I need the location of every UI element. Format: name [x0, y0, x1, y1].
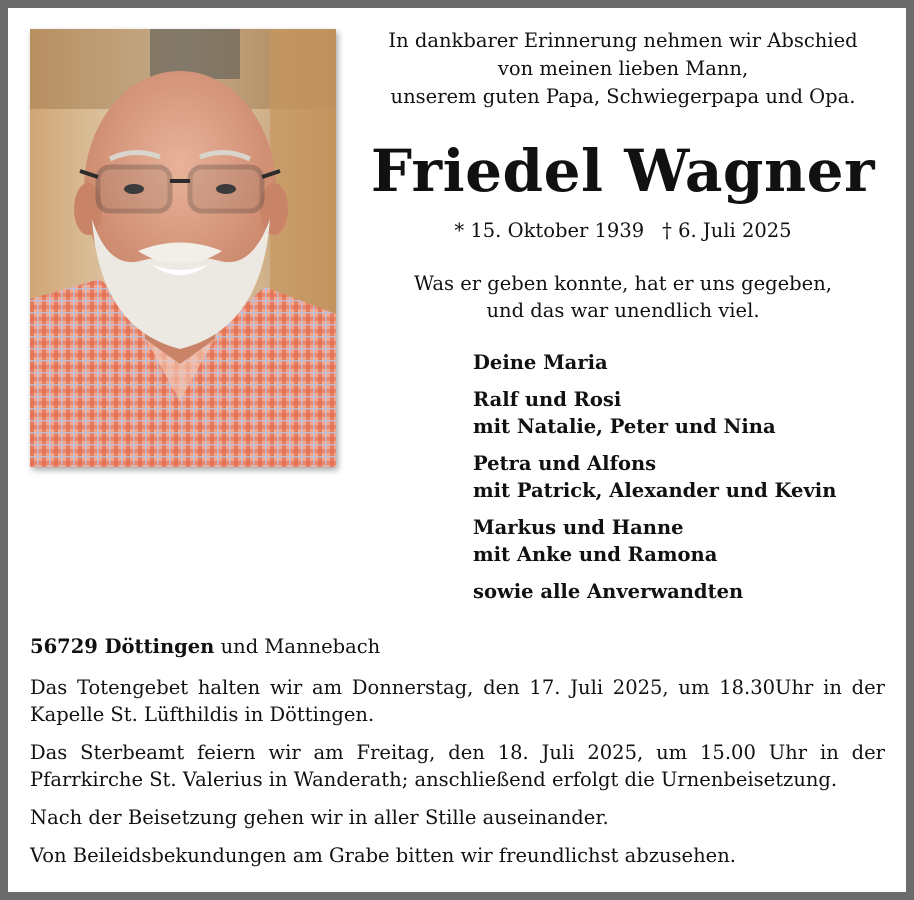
- life-dates: [353, 218, 893, 244]
- mourner-group: [473, 514, 893, 568]
- location-rest: und Mannebach: [214, 635, 381, 658]
- mourner-group: [473, 578, 893, 605]
- memorial-quote: [353, 270, 893, 324]
- deceased-name: Friedel Wagner: [370, 137, 876, 205]
- quote-line: Was er geben konnte, hat er uns gegeben,: [414, 272, 832, 295]
- mourner-line: mit Anke und Ramona: [473, 543, 718, 566]
- mourner-group: [473, 450, 893, 504]
- portrait-photo: [30, 29, 336, 467]
- intro-text: [353, 27, 893, 111]
- intro-line: In dankbarer Erinnerung nehmen wir Abschied: [388, 29, 858, 52]
- detail-paragraph: Das Totengebet halten wir am Donnerstag, den 17. Juli 2025, um 18.30Uhr in der Kapelle St. Lüfthildis in Döttingen.: [30, 676, 885, 726]
- location-line: [30, 634, 890, 660]
- birth-date: * 15. Oktober 1939: [454, 219, 645, 242]
- mourner-line: Markus und Hanne: [473, 516, 684, 539]
- intro-line: von meinen lieben Mann,: [497, 57, 749, 80]
- intro-line: unserem guten Papa, Schwiegerpapa und Opa.: [390, 85, 856, 108]
- mourner-line: Petra und Alfons: [473, 452, 657, 475]
- funeral-details: [30, 674, 885, 880]
- mourner-line: mit Patrick, Alexander und Kevin: [473, 479, 837, 502]
- mourner-group: [473, 386, 893, 440]
- mourners-list: [473, 349, 893, 615]
- mourner-line: Deine Maria: [473, 351, 608, 374]
- mourner-group: [473, 349, 893, 376]
- death-date: † 6. Juli 2025: [662, 219, 792, 242]
- mourner-line: mit Natalie, Peter und Nina: [473, 415, 776, 438]
- obituary-notice: [8, 8, 906, 892]
- mourner-line: sowie alle Anverwandten: [473, 580, 744, 603]
- detail-paragraph: Von Beileidsbekundungen am Grabe bitten wir freundlichst abzusehen.: [30, 844, 736, 867]
- mourner-line: Ralf und Rosi: [473, 388, 622, 411]
- quote-line: und das war unendlich viel.: [486, 299, 760, 322]
- detail-paragraph: Nach der Beisetzung gehen wir in aller Stille auseinander.: [30, 806, 609, 829]
- detail-paragraph: Das Sterbeamt feiern wir am Freitag, den 18. Juli 2025, um 15.00 Uhr in der Pfarrkirche St. Valerius in Wanderath; anschließend erfolgt die Urnenbeisetzung.: [30, 741, 885, 791]
- location-place: 56729 Döttingen: [30, 635, 215, 658]
